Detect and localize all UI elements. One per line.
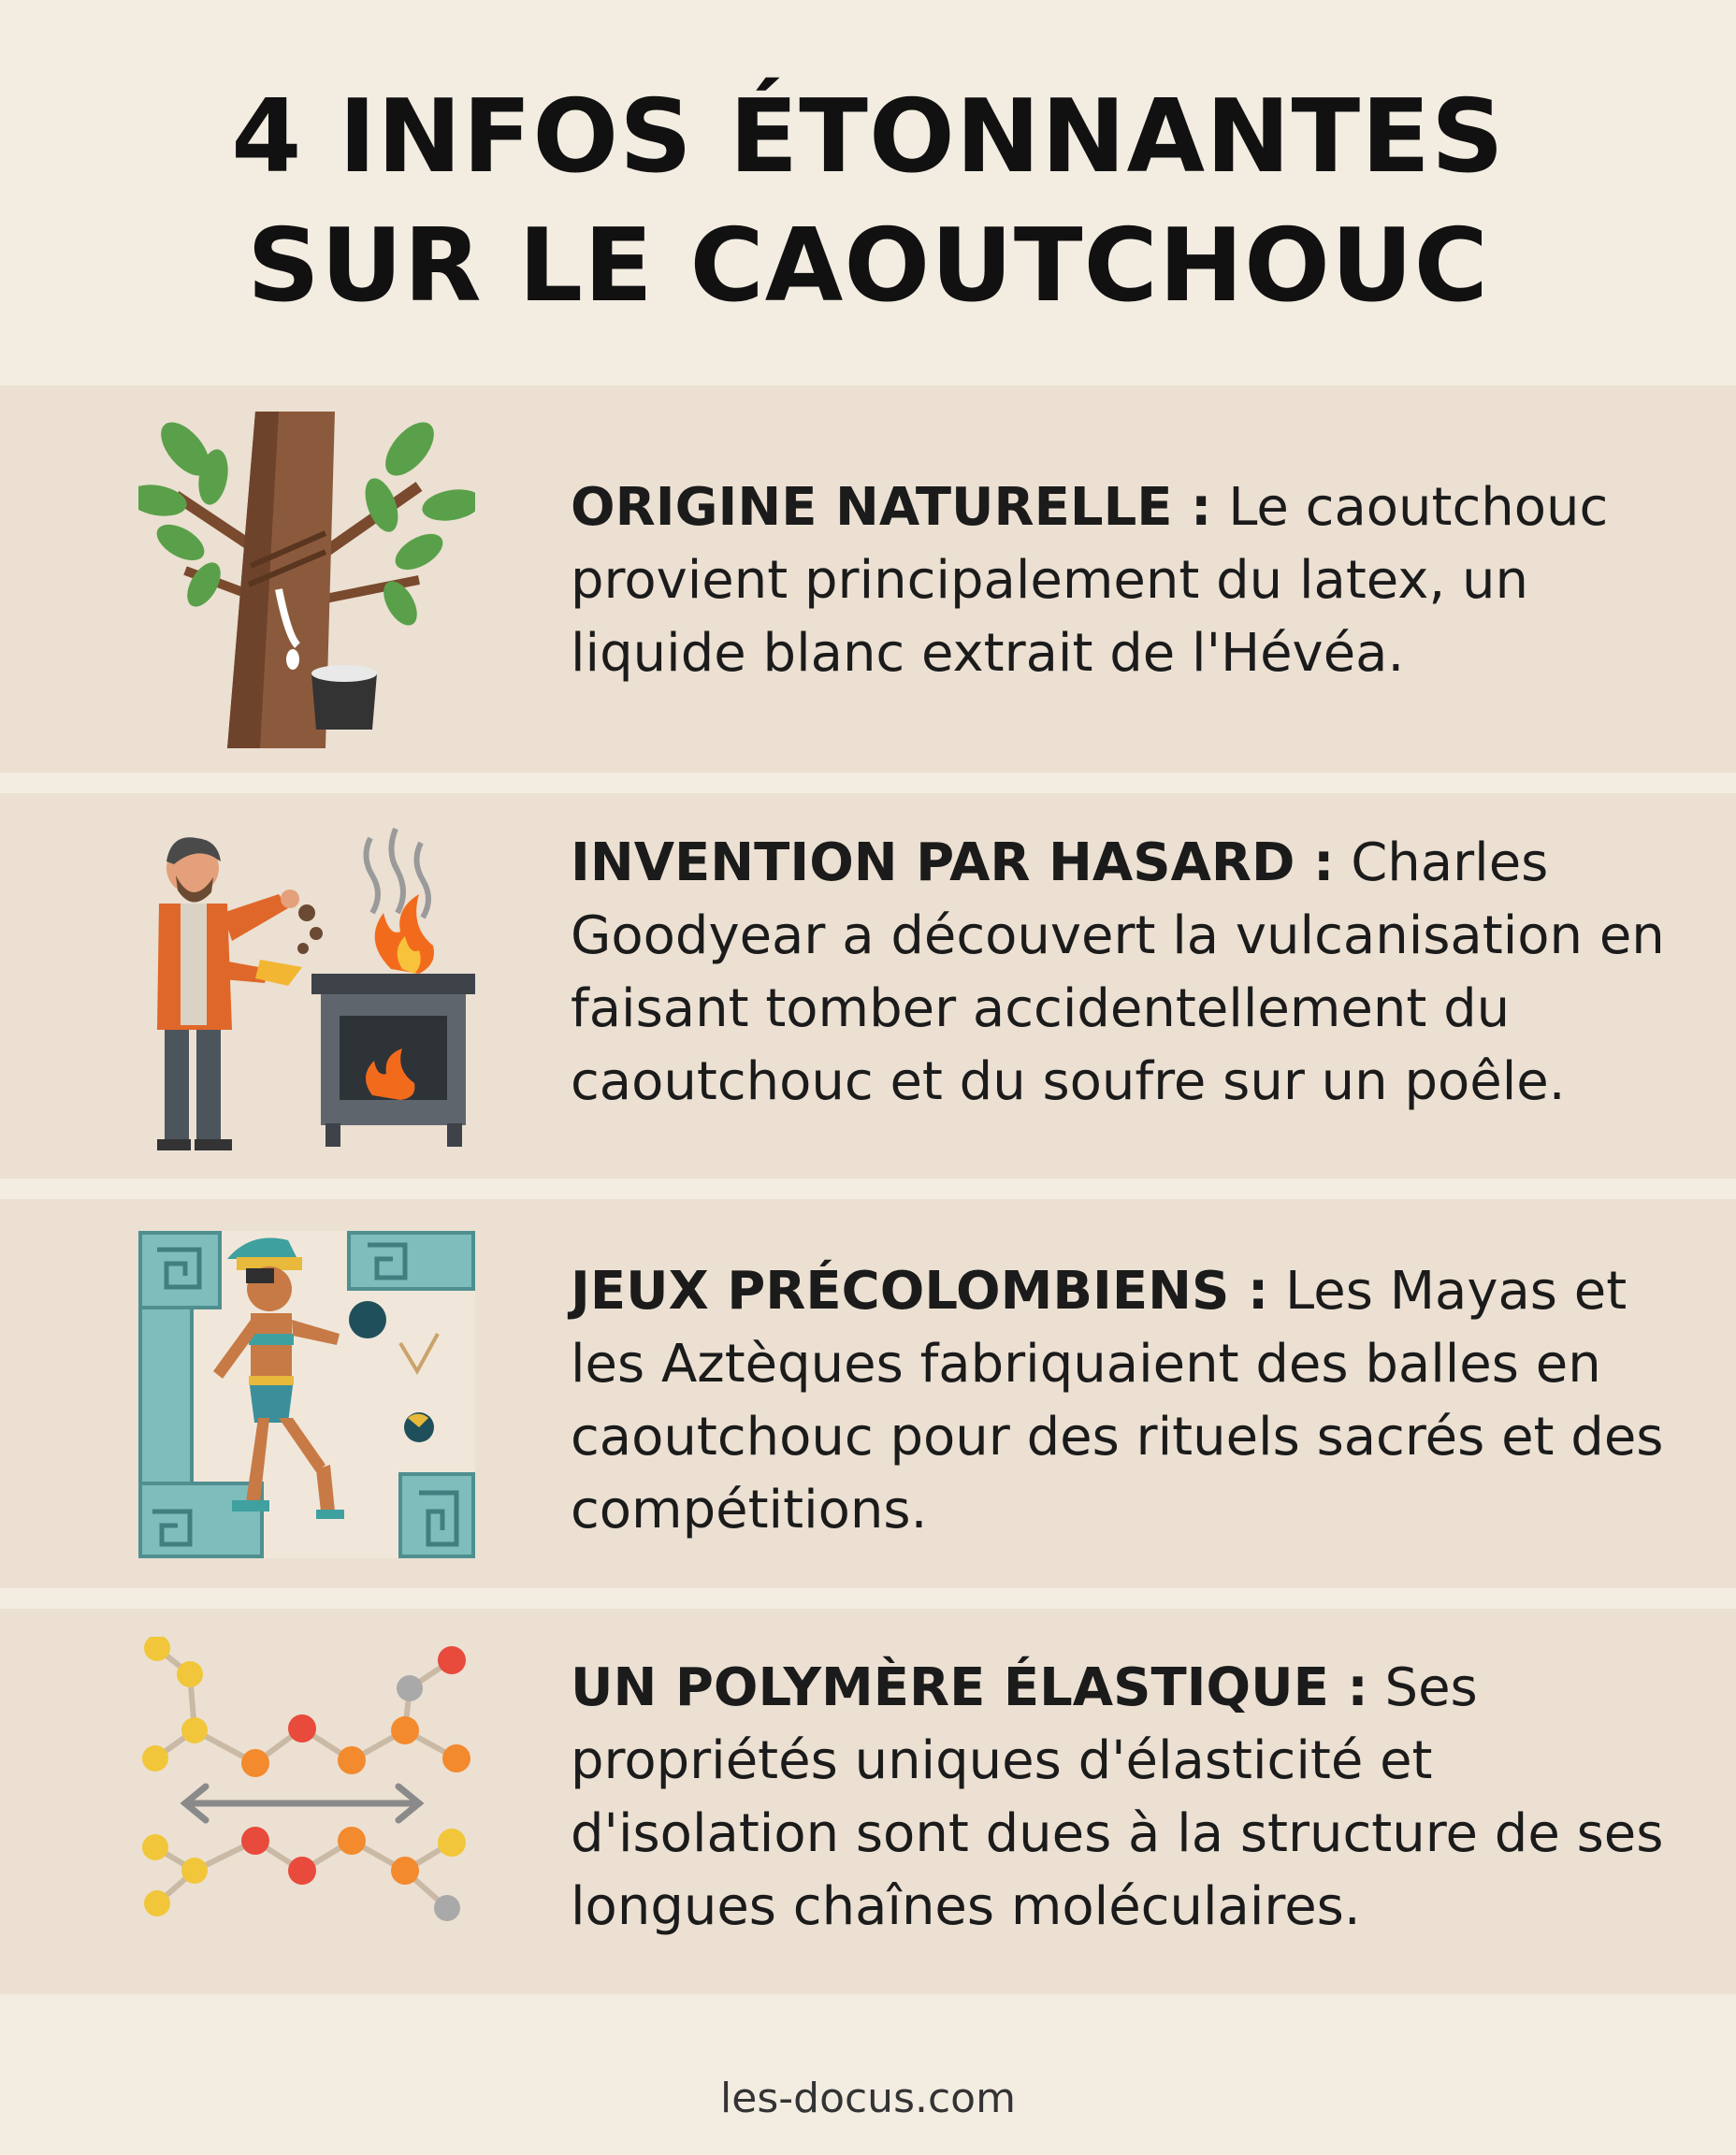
fact-text-jeux [571,1255,1693,1547]
page-title [0,73,1736,331]
fact-body: Ses propriétés uniques d'élasticité et d'isolation sont dues à la structure de ses longues chaînes moléculaires. [571,1657,1664,1937]
title-line-2: SUR LE CAOUTCHOUC [247,208,1489,325]
fact-card-polymere [0,1609,1736,1994]
fact-body: Charles Goodyear a découvert la vulcanisation en faisant tomber accidentellement du caoutchouc et du soufre sur un poêle. [571,832,1665,1112]
fact-card-jeux [0,1199,1736,1588]
mayan-ball-player-icon [138,1231,475,1558]
rubber-tree-tapping-icon [138,412,475,748]
fact-label: ORIGINE NATURELLE : [571,477,1212,538]
fact-body: Le caoutchouc provient principalement du latex, un liquide blanc extrait de l'Hévéa. [571,477,1609,684]
fact-card-invention [0,793,1736,1179]
fact-label: JEUX PRÉCOLOMBIENS : [571,1261,1269,1322]
fact-label: UN POLYMÈRE ÉLASTIQUE : [571,1657,1368,1718]
fact-text-invention [571,827,1693,1119]
title-line-1: 4 INFOS ÉTONNANTES [231,79,1505,195]
polymer-chain-icon [138,1637,475,1964]
fact-body: Les Mayas et les Aztèques fabriquaient des balles en caoutchouc pour des rituels sacrés et des compétitions. [571,1261,1664,1540]
fact-card-origine [0,385,1736,773]
fact-text-polymere [571,1652,1693,1944]
fact-label: INVENTION PAR HASARD : [571,832,1335,893]
footer-site-name: les-docus.com [720,2075,1016,2122]
man-at-stove-icon [138,819,475,1156]
fact-text-origine [571,471,1693,690]
